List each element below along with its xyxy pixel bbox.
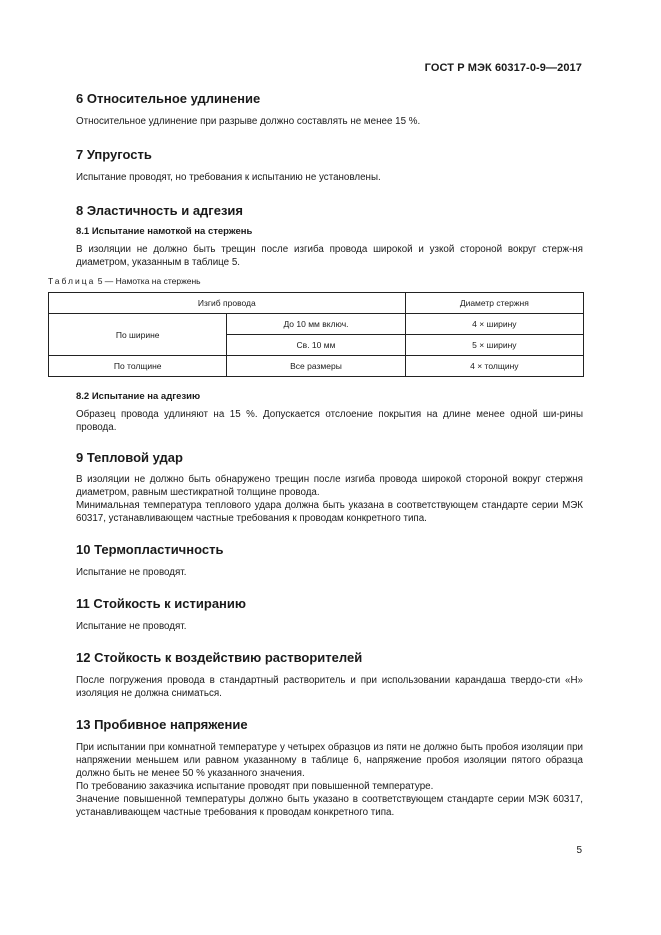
section-11-text: Испытание не проводят. xyxy=(76,621,187,632)
section-8-1-text: В изоляции не должно быть трещин после изгиба провода широкой и узкой стороной вокруг стерж-ня диаметром, указанным в таблице 5. xyxy=(76,244,583,268)
row-width-diam-2: 5 × ширину xyxy=(405,335,583,356)
row-thickness-cond: Все размеры xyxy=(227,356,405,377)
header-bend: Изгиб провода xyxy=(49,293,406,314)
section-12-title: 12 Стойкость к воздействию растворителей xyxy=(76,650,363,665)
section-13-p2: По требованию заказчика испытание проводят при повышенной температуре. xyxy=(76,781,434,792)
section-8-2-text: Образец провода удлиняют на 15 %. Допускается отслоение покрытия на длине менее одной ши-рины провода. xyxy=(76,409,583,433)
section-13-title: 13 Пробивное напряжение xyxy=(76,717,248,732)
section-6-title: 6 Относительное удлинение xyxy=(76,91,261,106)
section-13-p1: При испытании при комнатной температуре у четырех образцов из пяти не должно быть пробоя изоляции при напряжении меньшем или равном указанному в таблице 6, напряжение пробоя изоляции пятого образца должно быть не менее 50 % указанного значения. xyxy=(76,742,583,779)
row-width-diam-1: 4 × ширину xyxy=(405,314,583,335)
section-9-p2: Минимальная температура теплового удара должна быть указана в соответствующем стандарте серии МЭК 60317, устанавливающем частные требования к проводам конкретного типа. xyxy=(76,500,583,524)
section-11-title: 11 Стойкость к истиранию xyxy=(76,596,246,611)
section-12-text: После погружения провода в стандартный растворитель и при использовании карандаша твердо-сти «H» изоляция не должна сниматься. xyxy=(76,675,583,699)
section-9-title: 9 Тепловой удар xyxy=(76,450,183,465)
section-8-2-title: 8.2 Испытание на адгезию xyxy=(76,391,201,402)
page-number: 5 xyxy=(576,845,582,856)
section-8-title: 8 Эластичность и адгезия xyxy=(76,203,243,218)
table-caption-prefix: Таблица xyxy=(48,276,96,286)
section-13-p3: Значение повышенной температуры должно быть указано в соответствующем стандарте серии МЭК 60317, устанавливающем частные требования к проводам конкретного типа. xyxy=(76,794,583,818)
page-content xyxy=(48,90,583,819)
table-row xyxy=(49,314,584,335)
section-7-title: 7 Упругость xyxy=(76,147,152,162)
table-5-caption xyxy=(48,275,555,287)
header-diameter: Диаметр стержня xyxy=(405,293,583,314)
row-width-cond-1: До 10 мм включ. xyxy=(227,314,405,335)
table-caption-title: 5 — Намотка на стержень xyxy=(97,276,201,286)
section-9-p1: В изоляции не должно быть обнаружено трещин после изгиба провода широкой стороной вокруг стержня диаметром, равным шестикратной толщине провода. xyxy=(76,474,583,498)
row-width-label: По ширине xyxy=(49,314,227,356)
table-row xyxy=(49,356,584,377)
row-thickness-label: По толщине xyxy=(49,356,227,377)
section-10-text: Испытание не проводят. xyxy=(76,567,187,578)
table-5 xyxy=(48,292,584,377)
section-8-1-title: 8.1 Испытание намоткой на стержень xyxy=(76,226,253,237)
row-width-cond-2: Св. 10 мм xyxy=(227,335,405,356)
row-thickness-diam: 4 × толщину xyxy=(405,356,583,377)
standard-header: ГОСТ Р МЭК 60317-0-9—2017 xyxy=(424,62,582,74)
section-7-text: Испытание проводят, но требования к испытанию не установлены. xyxy=(76,172,381,183)
section-6-text: Относительное удлинение при разрыве должно составлять не менее 15 %. xyxy=(76,116,421,127)
table-header-row xyxy=(49,293,584,314)
section-10-title: 10 Термопластичность xyxy=(76,542,224,557)
